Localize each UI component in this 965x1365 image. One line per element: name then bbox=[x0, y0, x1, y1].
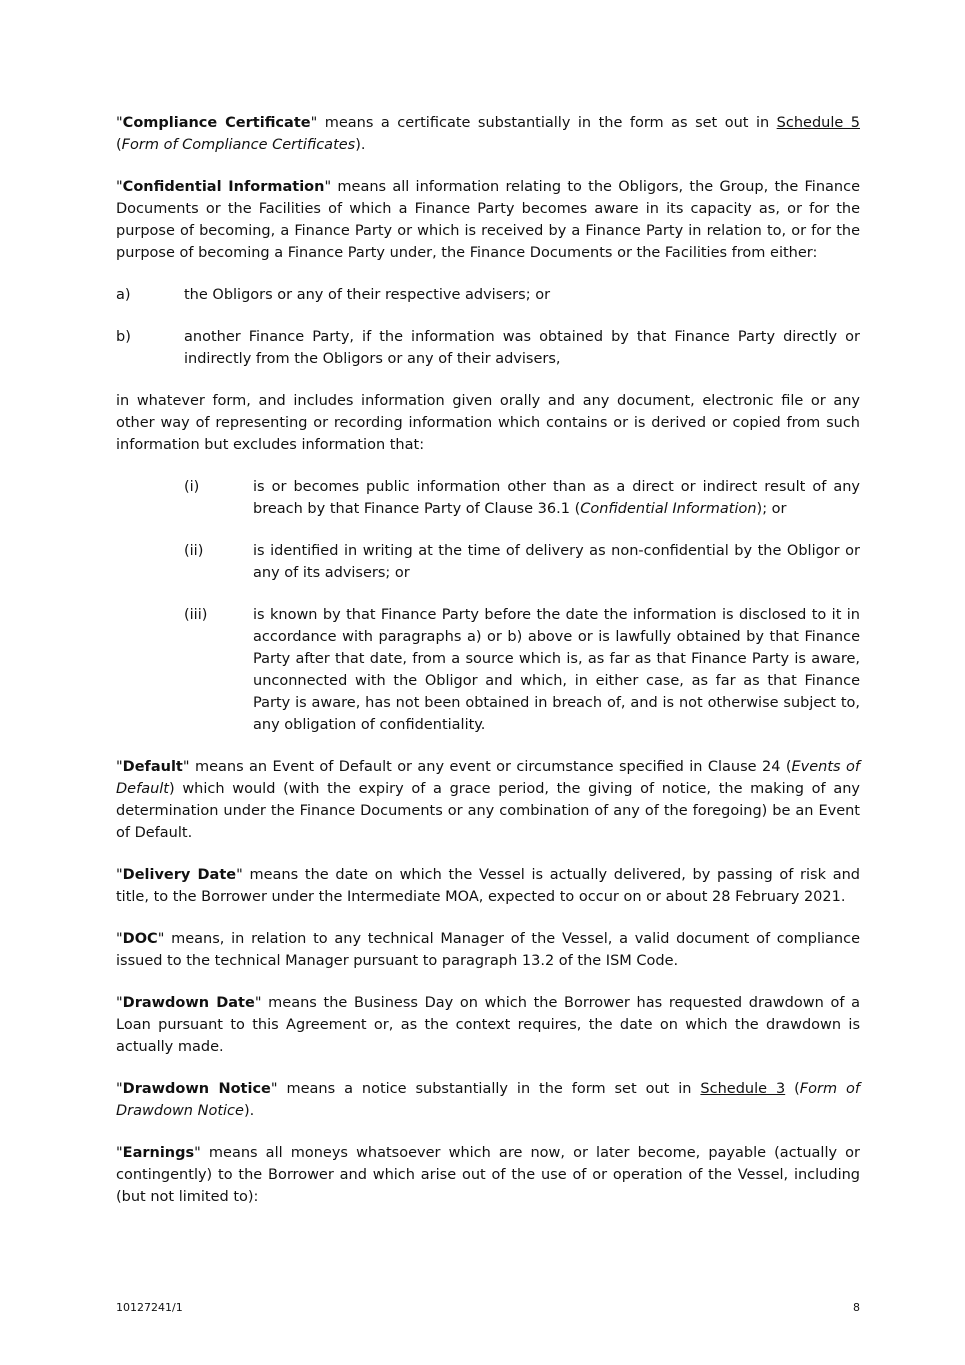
sub-list-item bbox=[116, 604, 860, 736]
defined-term: Drawdown Date bbox=[122, 995, 255, 1011]
sub-list-label: (i) bbox=[184, 479, 200, 495]
sub-list-text: is known by that Finance Party before the date the information is disclosed to it in accordance with paragraphs a) or b) above or is lawfully obtained by that Finance Party after that date, from a source which is, as far as that Finance Party is aware, unconnected with the Obligor and which, in either case, as far as that Finance Party is aware, has not been obtained in breach of, and is not otherwise subject to, any obligation of confidentiality. bbox=[253, 607, 860, 733]
defined-term: DOC bbox=[122, 931, 158, 947]
list-label: a) bbox=[116, 287, 131, 303]
definition-delivery-date: "Delivery Date" means the date on which the Vessel is actually delivered, by passing of risk and title, to the Borrower under the Intermediate MOA, expected to occur on or about 28 February 2021. bbox=[116, 867, 860, 905]
definition-drawdown-date: "Drawdown Date" means the Business Day on which the Borrower has requested drawdown of a Loan pursuant to this Agreement or, as the context requires, the date on which the drawdown is actually made. bbox=[116, 995, 860, 1055]
list-item bbox=[116, 284, 860, 306]
sub-list-item bbox=[116, 476, 860, 520]
definition-drawdown-notice: "Drawdown Notice" means a notice substantially in the form set out in Schedule 3 (Form of Drawdown Notice). bbox=[116, 1081, 860, 1119]
sub-list-text: is identified in writing at the time of delivery as non-confidential by the Obligor or any of its advisers; or bbox=[253, 543, 860, 581]
document-reference: 10127241/1 bbox=[116, 1301, 183, 1314]
definition-compliance-certificate: "Compliance Certificate" means a certificate substantially in the form as set out in Schedule 5 (Form of Compliance Certificates). bbox=[116, 115, 860, 153]
defined-term: Drawdown Notice bbox=[122, 1081, 271, 1097]
list-text: the Obligors or any of their respective advisers; or bbox=[184, 287, 551, 303]
confidential-continuation: in whatever form, and includes information given orally and any document, electronic file or any other way of representing or recording information which contains or is derived or copied from such information but excludes information that: bbox=[116, 393, 860, 453]
definition-doc: "DOC" means, in relation to any technical Manager of the Vessel, a valid document of compliance issued to the technical Manager pursuant to paragraph 13.2 of the ISM Code. bbox=[116, 931, 860, 969]
defined-term: Delivery Date bbox=[122, 867, 237, 883]
defined-term: Default bbox=[122, 759, 183, 775]
sub-list-label: (ii) bbox=[184, 543, 204, 559]
defined-term: Earnings bbox=[122, 1145, 195, 1161]
definition-default: "Default" means an Event of Default or any event or circumstance specified in Clause 24 (Events of Default) which would (with the expiry of a grace period, the giving of notice, the making of any determination under the Finance Documents or any combination of any of the foregoing) be an Event of Default. bbox=[116, 759, 860, 841]
list-label: b) bbox=[116, 329, 131, 345]
defined-term: Compliance Certificate bbox=[122, 115, 311, 131]
sub-list-item bbox=[116, 540, 860, 584]
schedule-reference: Schedule 5 bbox=[776, 115, 860, 131]
list-text: another Finance Party, if the information was obtained by that Finance Party directly or indirectly from the Obligors or any of their advisers, bbox=[184, 329, 860, 367]
schedule-reference: Schedule 3 bbox=[700, 1081, 786, 1097]
sub-list-label: (iii) bbox=[184, 607, 208, 623]
list-item bbox=[116, 326, 860, 370]
document-body bbox=[116, 112, 860, 1228]
definition-confidential-information: "Confidential Information" means all information relating to the Obligors, the Group, the Finance Documents or the Facilities of which a Finance Party becomes aware in its capacity as, or for the purpose of becoming, a Finance Party or which is received by a Finance Party in relation to, or for the purpose of becoming a Finance Party under, the Finance Documents or the Facilities from either: bbox=[116, 179, 860, 261]
defined-term: Confidential Information bbox=[122, 179, 325, 195]
sub-list-text: is or becomes public information other than as a direct or indirect result of any breach by that Finance Party of Clause 36.1 (Confidential Information); or bbox=[253, 479, 860, 517]
page-number: 8 bbox=[853, 1301, 860, 1314]
definition-earnings: "Earnings" means all moneys whatsoever which are now, or later become, payable (actually or contingently) to the Borrower and which arise out of the use of or operation of the Vessel, including (but not limited to): bbox=[116, 1145, 860, 1205]
